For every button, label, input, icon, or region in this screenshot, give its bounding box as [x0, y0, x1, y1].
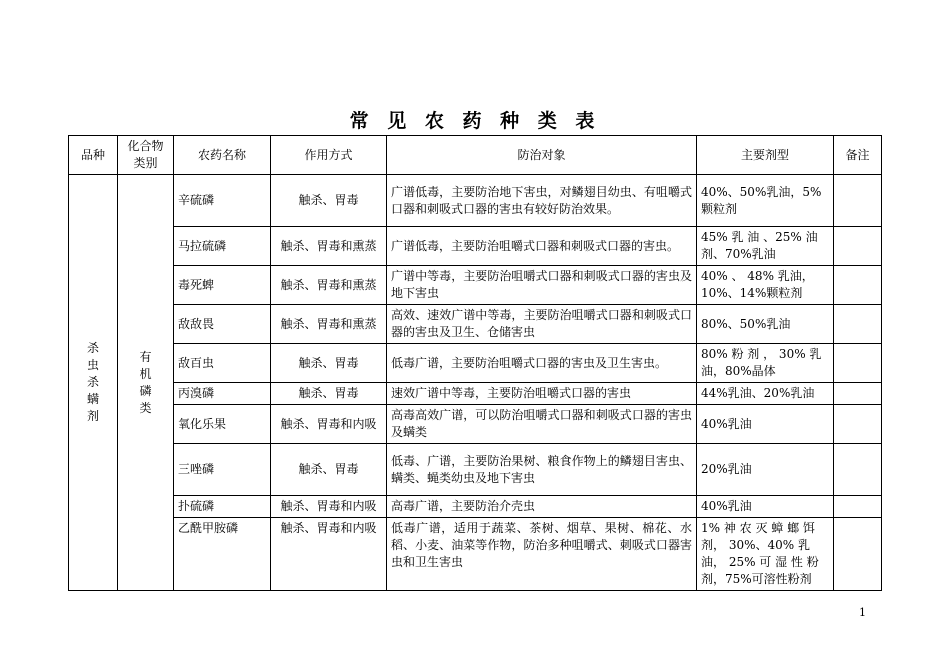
pesticide-name: 扑硫磷 — [174, 496, 271, 518]
table-row — [69, 344, 882, 383]
pesticide-name: 敌敌畏 — [174, 305, 271, 344]
formulation: 45% 乳 油 、25% 油剂、70%乳油 — [697, 227, 834, 266]
pesticide-name: 丙溴磷 — [174, 383, 271, 405]
header-cell: 品种 — [69, 136, 118, 175]
pesticide-name: 氧化乐果 — [174, 405, 271, 444]
table-row — [69, 405, 882, 444]
formulation: 20%乳油 — [697, 444, 834, 496]
pesticide-table — [68, 135, 882, 591]
pesticide-name: 马拉硫磷 — [174, 227, 271, 266]
control-target: 高毒广谱，主要防治介壳虫 — [387, 496, 697, 518]
control-target: 高毒高效广谱，可以防治咀嚼式口器和刺吸式口器的害虫及螨类 — [387, 405, 697, 444]
control-target: 低毒广谱，主要防治咀嚼式口器的害虫及卫生害虫。 — [387, 344, 697, 383]
header-cell: 作用方式 — [271, 136, 387, 175]
formulation: 40%、50%乳油，5%颗粒剂 — [697, 175, 834, 227]
formulation: 1% 神 农 灭 蟑 螂 饵剂， 30%、40% 乳油， 25% 可 湿 性 粉剂，75%可溶性粉剂 — [697, 518, 834, 591]
control-target: 低毒广谱，适用于蔬菜、茶树、烟草、果树、棉花、水稻、小麦、油菜等作物，防治多种咀嚼式、刺吸式口器害虫和卫生害虫 — [387, 518, 697, 591]
table-row — [69, 383, 882, 405]
table-row — [69, 175, 882, 227]
table-row — [69, 305, 882, 344]
action-mode: 触杀、胃毒和内吸 — [271, 496, 387, 518]
page-title: 常 见 农 药 种 类 表 — [349, 110, 601, 132]
action-mode: 触杀、胃毒 — [271, 444, 387, 496]
remark — [834, 266, 882, 305]
pesticide-name: 三唑磷 — [174, 444, 271, 496]
action-mode: 触杀、胃毒和内吸 — [271, 405, 387, 444]
table-row — [69, 444, 882, 496]
action-mode: 触杀、胃毒 — [271, 344, 387, 383]
subcategory-cell — [118, 175, 174, 591]
remark — [834, 518, 882, 591]
header-cell: 防治对象 — [387, 136, 697, 175]
table-row — [69, 227, 882, 266]
action-mode: 触杀、胃毒 — [271, 383, 387, 405]
category-label: 杀虫杀螨剂 — [86, 341, 99, 423]
control-target: 广谱中等毒，主要防治咀嚼式口器和刺吸式口器的害虫及地下害虫 — [387, 266, 697, 305]
formulation: 40%乳油 — [697, 405, 834, 444]
header-cell: 备注 — [834, 136, 882, 175]
remark — [834, 444, 882, 496]
action-mode: 触杀、胃毒和熏蒸 — [271, 305, 387, 344]
formulation: 40% 、 48% 乳油，10%、14%颗粒剂 — [697, 266, 834, 305]
pesticide-name: 乙酰甲胺磷 — [174, 518, 271, 591]
formulation: 40%乳油 — [697, 496, 834, 518]
action-mode: 触杀、胃毒 — [271, 175, 387, 227]
formulation: 44%乳油、20%乳油 — [697, 383, 834, 405]
header-cell: 主要剂型 — [697, 136, 834, 175]
table-row — [69, 518, 882, 591]
remark — [834, 175, 882, 227]
control-target: 广谱低毒，主要防治咀嚼式口器和刺吸式口器的害虫。 — [387, 227, 697, 266]
header-cell: 化合物类别 — [118, 136, 174, 175]
pesticide-name: 毒死蜱 — [174, 266, 271, 305]
subcategory-label: 有机磷类 — [139, 349, 152, 415]
page-number: 1 — [859, 606, 866, 619]
action-mode: 触杀、胃毒和内吸 — [271, 518, 387, 591]
remark — [834, 305, 882, 344]
table-row — [69, 266, 882, 305]
remark — [834, 405, 882, 444]
header-cell: 农药名称 — [174, 136, 271, 175]
control-target: 广谱低毒，主要防治地下害虫，对鳞翅目幼虫、有咀嚼式口器和刺吸式口器的害虫有较好防治效果。 — [387, 175, 697, 227]
action-mode: 触杀、胃毒和熏蒸 — [271, 227, 387, 266]
pesticide-name: 敌百虫 — [174, 344, 271, 383]
control-target: 高效、速效广谱中等毒，主要防治咀嚼式口器和刺吸式口器的害虫及卫生、仓储害虫 — [387, 305, 697, 344]
remark — [834, 383, 882, 405]
control-target: 速效广谱中等毒，主要防治咀嚼式口器的害虫 — [387, 383, 697, 405]
formulation: 80%、50%乳油 — [697, 305, 834, 344]
header-row — [69, 136, 882, 175]
remark — [834, 344, 882, 383]
control-target: 低毒、广谱，主要防治果树、粮食作物上的鳞翅目害虫、螨类、蝇类幼虫及地下害虫 — [387, 444, 697, 496]
remark — [834, 227, 882, 266]
action-mode: 触杀、胃毒和熏蒸 — [271, 266, 387, 305]
remark — [834, 496, 882, 518]
formulation: 80% 粉 剂 ， 30% 乳油，80%晶体 — [697, 344, 834, 383]
table-row — [69, 496, 882, 518]
pesticide-name: 辛硫磷 — [174, 175, 271, 227]
category-cell — [69, 175, 118, 591]
